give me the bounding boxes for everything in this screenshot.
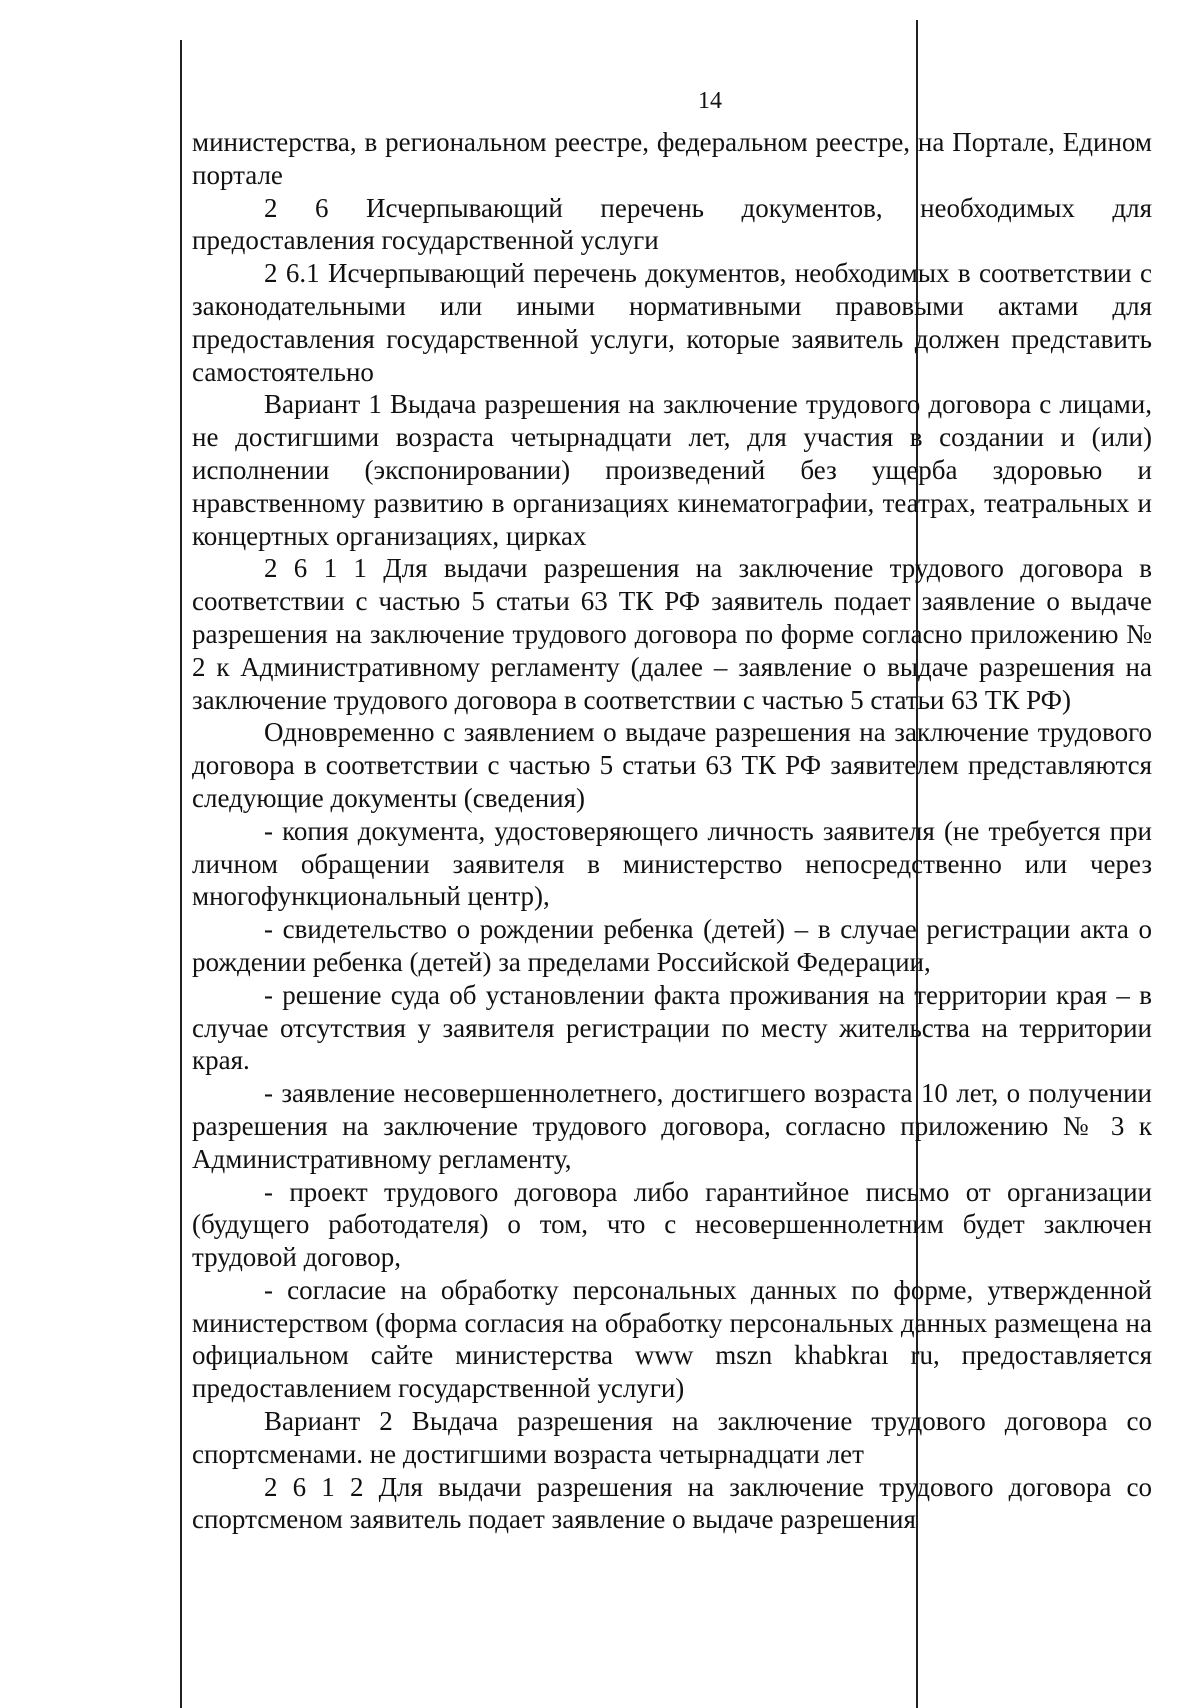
list-item: - согласие на обработку персональных данных по форме, утвержденной министерством (форма согласия на обработку персональных данных размещена на официальном сайте министерства www mszn khabkraı ru, предоставляется предоставлением государственной услуги) bbox=[192, 1274, 1152, 1404]
paragraph: 2 6 1 1 Для выдачи разрешения на заключение трудового договора в соответствии с частью 5 статьи 63 ТК РФ заявитель подает заявление о выдаче разрешения на заключение трудового договора по форме согласно приложению № 2 к Административному регламенту (далее – заявление о выдаче разрешения на заключение трудового договора в соответствии с частью 5 статьи 63 ТК РФ) bbox=[192, 553, 1152, 715]
list-item: - проект трудового договора либо гарантийное письмо от организации (будущего работодателя) о том, что с несовершеннолетним будет заключен трудовой договор, bbox=[192, 1176, 1152, 1273]
scan-artifact-line bbox=[180, 40, 182, 1708]
paragraph: 2 6 1 2 Для выдачи разрешения на заключение трудового договора со спортсменом заявитель подает заявление о выдаче разрешения bbox=[192, 1471, 1152, 1535]
paragraph: министерства, в региональном реестре, федеральном реестре, на Портале, Едином портале bbox=[192, 127, 1152, 190]
document-body bbox=[192, 126, 1152, 1536]
section-heading: 2 6.1 Исчерпывающий перечень документов, необходимых в соответствии с законодательными или иными нормативными правовыми актами для предоставления государственной услуги, которые заявитель должен представить самостоятельно bbox=[192, 258, 1152, 387]
list-item: - свидетельство о рождении ребенка (детей) – в случае регистрации акта о рождении ребенка (детей) за пределами Российской Федерации, bbox=[192, 914, 1152, 977]
variant-heading: Вариант 1 Выдача разрешения на заключение трудового договора с лицами, не достигшими возраста четырнадцати лет, для участия в создании и (или) исполнении (экспонировании) произведений без ущерба здоровью и нравственному развитию в организациях кинематографии, театрах, театральных и концертных организациях, цирках bbox=[192, 389, 1152, 551]
page-number: 14 bbox=[698, 88, 722, 114]
paragraph: Одновременно с заявлением о выдаче разрешения на заключение трудового договора в соответствии с частью 5 статьи 63 ТК РФ заявителем представляются следующие документы (сведения) bbox=[192, 717, 1152, 813]
list-item: - решение суда об установлении факта проживания на территории края – в случае отсутствия у заявителя регистрации по месту жительства на территории края. bbox=[192, 979, 1152, 1076]
list-item: - заявление несовершеннолетнего, достигшего возраста 10 лет, о получении разрешения на заключение трудового договора, согласно приложению № 3 к Административному регламенту, bbox=[192, 1078, 1152, 1174]
variant-heading: Вариант 2 Выдача разрешения на заключение трудового договора со спортсменами. не достигшими возраста четырнадцати лет bbox=[192, 1406, 1152, 1469]
section-heading: 2 6 Исчерпывающий перечень документов, необходимых для предоставления государственной услуги bbox=[192, 192, 1152, 256]
list-item: - копия документа, удостоверяющего личность заявителя (не требуется при личном обращении заявителя в министерство непосредственно или через многофункциональный центр), bbox=[192, 815, 1152, 912]
